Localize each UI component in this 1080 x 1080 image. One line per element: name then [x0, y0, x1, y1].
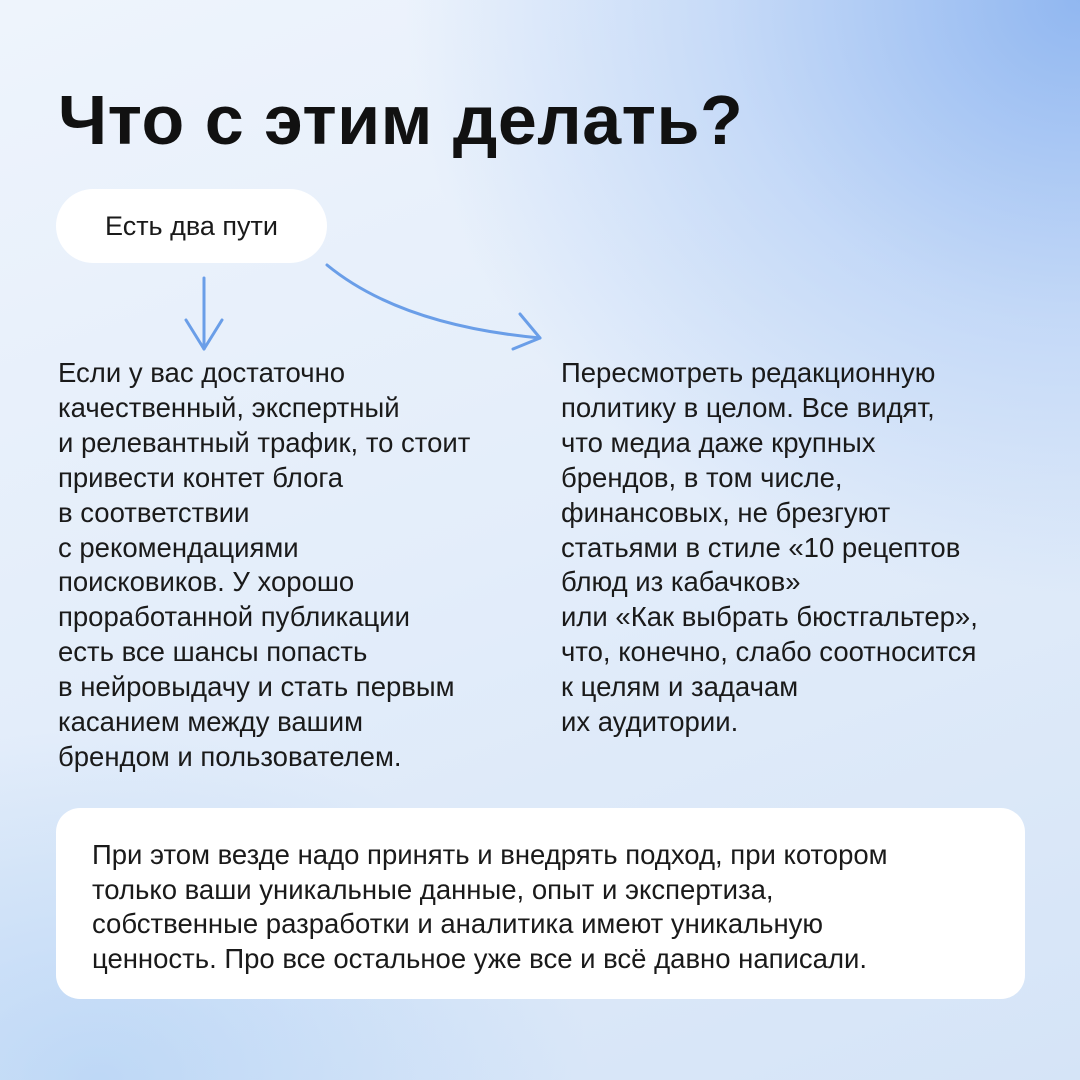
note-line: При этом везде надо принять и внедрять подход, при котором [92, 839, 888, 870]
right-line: брендов, в том числе, [561, 461, 843, 493]
left-line: в соответствии [58, 496, 250, 528]
conclusion-card [56, 808, 1025, 999]
right-line: или «Как выбрать бюстгальтер», [561, 601, 978, 633]
left-path-text [58, 356, 470, 775]
arrow-right-curved-icon [327, 265, 540, 349]
right-line: финансовых, не брезгуют [561, 496, 891, 528]
arrow-down-icon [186, 278, 222, 349]
right-line: статьями в стиле «10 рецептов [561, 531, 961, 563]
right-line: что медиа даже крупных [561, 426, 876, 458]
right-line: политику в целом. Все видят, [561, 391, 935, 423]
two-ways-pill [56, 189, 327, 263]
note-line: собственные разработки и аналитика имеют уникальную [92, 908, 824, 939]
left-line: Если у вас достаточно [58, 357, 346, 388]
page-title: Что с этим делать? [58, 81, 744, 159]
left-line: привести контет блога [58, 461, 344, 493]
note-line: только ваши уникальные данные, опыт и экспертиза, [92, 873, 774, 905]
right-line: Пересмотреть редакционную [561, 357, 936, 388]
left-line: брендом и пользователем. [58, 740, 402, 772]
right-line: что, конечно, слабо соотносится [561, 636, 977, 668]
left-line: качественный, экспертный [58, 391, 400, 423]
left-line: проработанной публикации [58, 601, 411, 633]
left-line: есть все шансы попасть [58, 636, 368, 668]
right-path-text [561, 356, 978, 740]
pill-label: Есть два пути [104, 210, 279, 241]
left-line: с рекомендациями [58, 531, 299, 563]
note-line: ценность. Про все остальное уже все и всё давно написали. [92, 942, 868, 974]
right-line: блюд из кабачков» [561, 566, 801, 598]
right-line: к целям и задачам [561, 671, 799, 703]
right-line: их аудитории. [561, 706, 739, 738]
left-line: касанием между вашим [58, 706, 364, 738]
left-line: поисковиков. У хорошо [58, 566, 355, 598]
left-line: и релевантный трафик, то стоит [58, 426, 471, 458]
left-line: в нейровыдачу и стать первым [58, 671, 455, 703]
